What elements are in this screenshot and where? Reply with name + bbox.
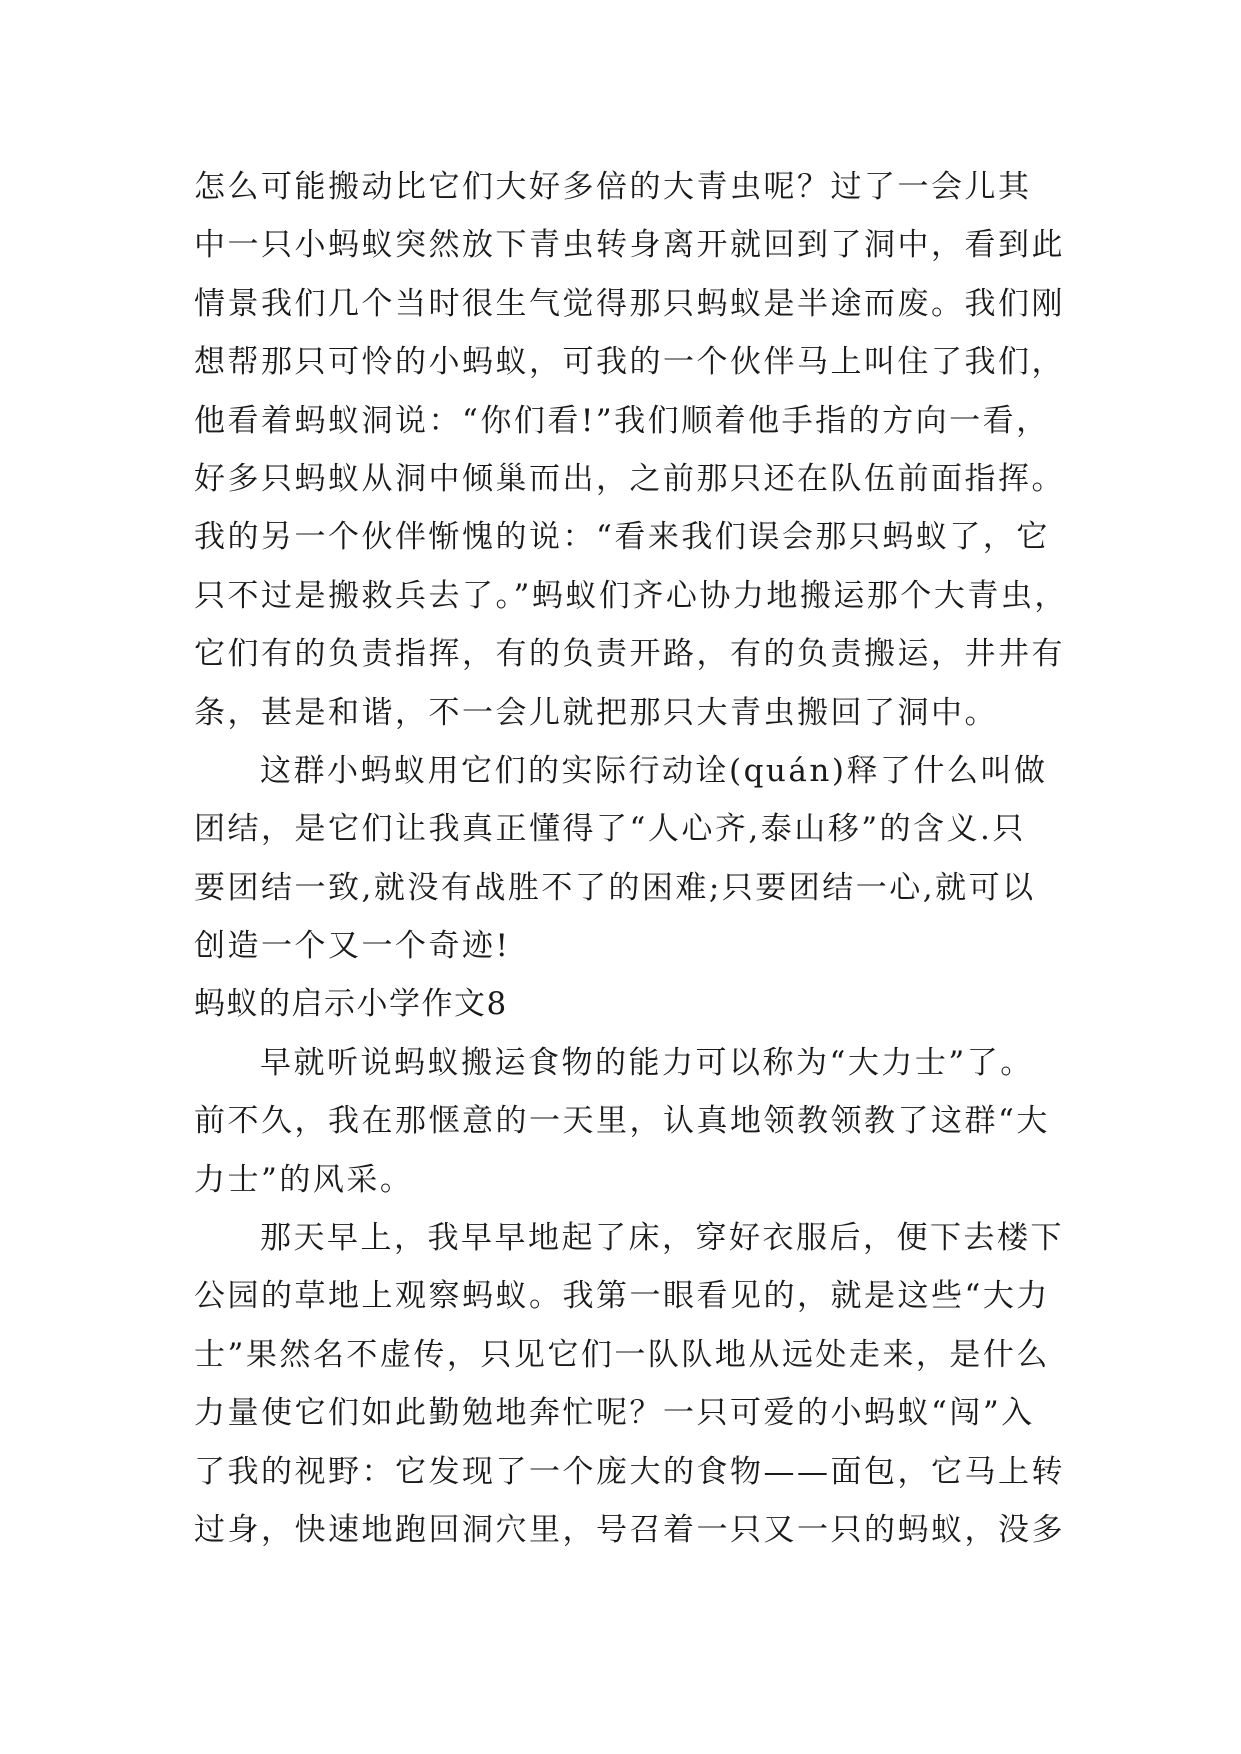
text-line: 团结，是它们让我真正懂得了“人心齐,泰山移”的含义.只 (194, 811, 1026, 848)
text-line: 条，甚是和谐，不一会儿就把那只大青虫搬回了洞中。 (194, 694, 998, 731)
text-line: 前不久，我在那惬意的一天里，认真地领教领教了这群“大 (194, 1103, 1050, 1140)
text-line: 士”果然名不虚传，只见它们一队队地从远处走来，是什么 (194, 1336, 1050, 1373)
text-line: 这群小蚂蚁用它们的实际行动诠(quán)释了什么叫做 (260, 752, 1048, 789)
document-body (194, 158, 1079, 1559)
text-line: 想帮那只可怜的小蚂蚁，可我的一个伙伴马上叫住了我们， (194, 344, 1065, 381)
text-line: 只不过是搬救兵去了。”蚂蚁们齐心协力地搬运那个大青虫， (194, 577, 1068, 614)
text-line: 力量使它们如此勤勉地奔忙呢？一只可爱的小蚂蚁“闯”入 (194, 1395, 1035, 1432)
text-line: 过身，快速地跑回洞穴里，号召着一只又一只的蚂蚁，没多 (194, 1511, 1065, 1548)
text-line: 我的另一个伙伴惭愧的说：“看来我们误会那只蚂蚁了，它 (194, 519, 1050, 556)
section-heading: 蚂蚁的启示小学作文8 (194, 986, 508, 1023)
text-line: 创造一个又一个奇迹! (194, 928, 511, 965)
text-line: 好多只蚂蚁从洞中倾巢而出，之前那只还在队伍前面指挥。 (194, 460, 1065, 497)
text-line: 公园的草地上观察蚂蚁。我第一眼看见的，就是这些“大力 (194, 1278, 1050, 1315)
text-line: 力士”的风采。 (194, 1161, 414, 1198)
text-line: 它们有的负责指挥，有的负责开路，有的负责搬运，井井有 (194, 636, 1065, 673)
text-line: 怎么可能搬动比它们大好多倍的大青虫呢？过了一会儿其 (194, 169, 1032, 205)
text-line: 中一只小蚂蚁突然放下青虫转身离开就回到了洞中，看到此 (194, 227, 1065, 264)
text-line: 那天早上，我早早地起了床，穿好衣服后，便下去楼下 (260, 1220, 1064, 1257)
text-line: 了我的视野：它发现了一个庞大的食物——面包，它马上转 (194, 1453, 1065, 1490)
text-line: 他看着蚂蚁洞说：“你们看!”我们顺着他手指的方向一看， (194, 402, 1050, 439)
text-line: 要团结一致,就没有战胜不了的困难;只要团结一心,就可以 (194, 869, 1036, 906)
text-line: 早就听说蚂蚁搬运食物的能力可以称为“大力士”了。 (260, 1044, 1034, 1081)
text-line: 情景我们几个当时很生气觉得那只蚂蚁是半途而废。我们刚 (194, 285, 1065, 322)
